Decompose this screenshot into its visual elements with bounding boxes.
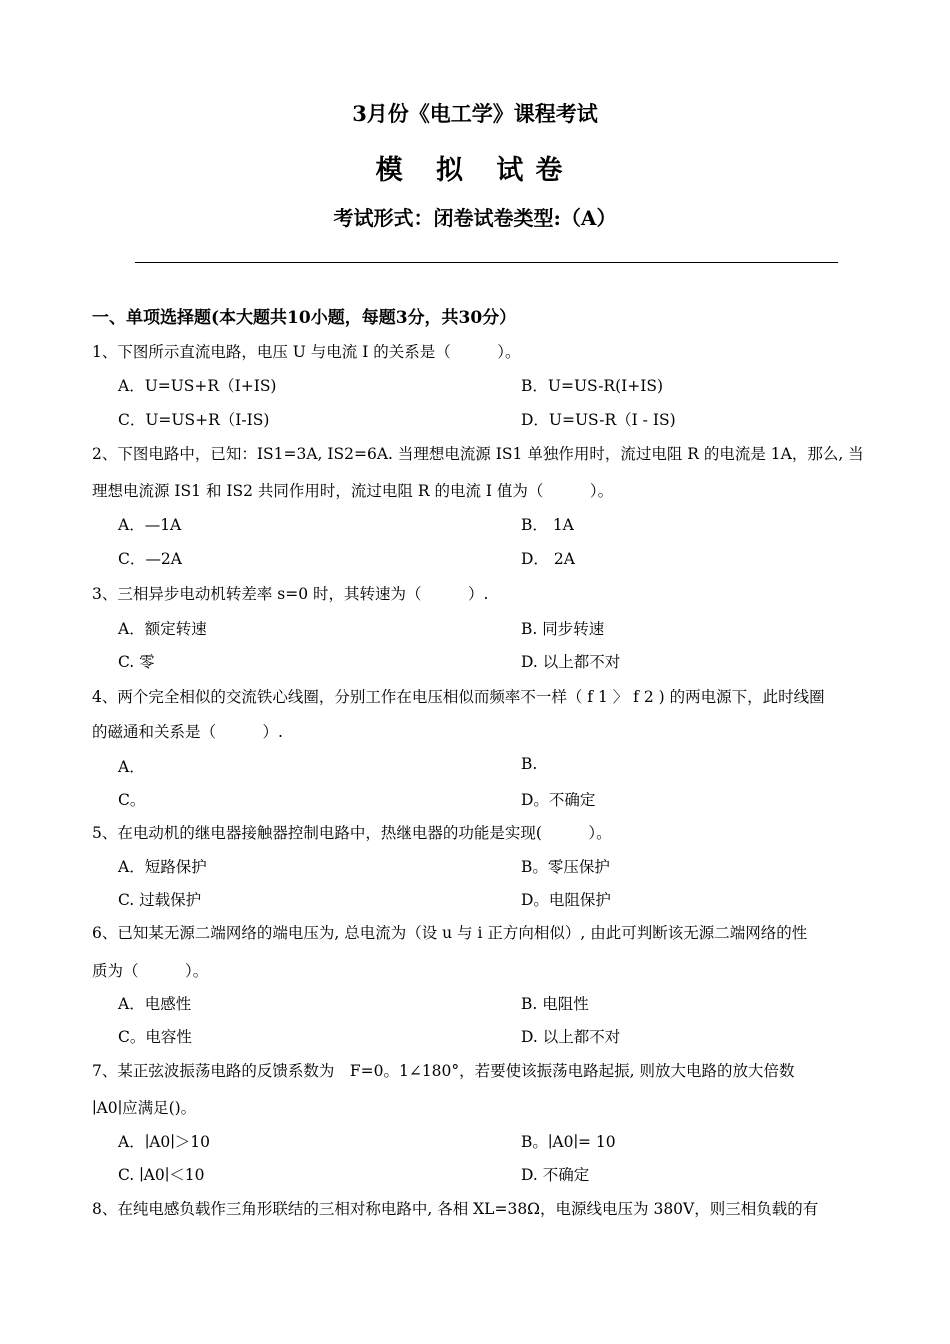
- question-6-option-a: A．电感性: [118, 995, 192, 1013]
- question-5-option-a: A．短路保护: [118, 858, 207, 876]
- question-2-option-a: A．—1A: [118, 516, 182, 534]
- question-3-option-c: C. 零: [118, 653, 155, 671]
- question-3-option-b: B. 同步转速: [521, 620, 605, 638]
- question-7-option-b: B。∣A0∣= 10: [521, 1133, 616, 1151]
- question-8-stem: 8、在纯电感负载作三角形联结的三相对称电路中, 各相 XL=38Ω，电源线电压为 380V，则三相负载的有: [92, 1200, 819, 1218]
- question-7-stem-line-2: ∣A0∣应满足()。: [92, 1099, 197, 1117]
- question-2-option-b: B． 1A: [521, 516, 574, 534]
- question-1-option-d: D．U=US-R（I - IS): [521, 411, 676, 429]
- question-4-option-d: D。不确定: [521, 791, 596, 809]
- question-4-stem-line-2: 的磁通和关系是（ ）.: [92, 723, 283, 741]
- question-2-stem-line-1: 2、下图电路中，已知：IS1=3A, IS2=6A. 当理想电流源 IS1 单独作用时，流过电阻 R 的电流是 1A，那么, 当: [92, 445, 864, 463]
- question-5-option-d: D。电阻保护: [521, 891, 611, 909]
- question-1-stem: 1、下图所示直流电路，电压 U 与电流 I 的关系是（ ）。: [92, 343, 521, 361]
- question-6-option-d: D. 以上都不对: [521, 1028, 621, 1046]
- question-2-stem-line-2: 理想电流源 IS1 和 IS2 共同作用时，流过电阻 R 的电流 I 值为（ ）。: [92, 482, 614, 500]
- question-4-option-c: C。: [118, 791, 146, 809]
- question-3-option-a: A．额定转速: [118, 620, 207, 638]
- question-7-stem-line-1: 7、某正弦波振荡电路的反馈系数为 F=0。1∠180°，若要使该振荡电路起振, 则放大电路的放大倍数: [92, 1062, 795, 1080]
- header-divider: [135, 262, 838, 263]
- question-3-option-d: D. 以上都不对: [521, 653, 621, 671]
- section-title: 一、单项选择题(本大题共10小题，每题3分，共30分）: [92, 308, 517, 328]
- question-1-option-c: C．U=US+R（I-IS): [118, 411, 270, 429]
- question-4-stem-line-1: 4、两个完全相似的交流铁心线圈，分别工作在电压相似而频率不一样（ f 1 〉 f 2 ) 的两电源下，此时线圈: [92, 688, 825, 706]
- question-6-stem-line-1: 6、已知某无源二端网络的端电压为, 总电流为（设 u 与 i 正方向相似）, 由此可判断该无源二端网络的性: [92, 924, 808, 942]
- question-7-option-c: C. ∣A0∣＜10: [118, 1166, 205, 1184]
- question-2-option-c: C．—2A: [118, 550, 182, 568]
- question-4-option-b: B.: [521, 755, 538, 773]
- question-1-option-a: A．U=US+R（I+IS): [118, 377, 277, 395]
- question-4-option-a: A．: [118, 758, 145, 776]
- question-3-stem: 3、三相异步电动机转差率 s=0 时，其转速为（ ）.: [92, 585, 489, 603]
- question-6-option-c: C。电容性: [118, 1028, 192, 1046]
- question-2-option-d: D． 2A: [521, 550, 575, 568]
- question-5-option-c: C. 过载保护: [118, 891, 202, 909]
- question-1-option-b: B．U=US-R(I+IS): [521, 377, 664, 395]
- question-7-option-a: A．∣A0∣＞10: [118, 1133, 210, 1151]
- question-6-stem-line-2: 质为（ ）。: [92, 962, 209, 980]
- question-6-option-b: B. 电阻性: [521, 995, 589, 1013]
- question-5-stem: 5、在电动机的继电器接触器控制电路中，热继电器的功能是实现( ）。: [92, 824, 612, 842]
- question-7-option-d: D. 不确定: [521, 1166, 590, 1184]
- question-5-option-b: B。零压保护: [521, 858, 610, 876]
- paper-title: 模 拟 试卷: [375, 155, 575, 186]
- exam-info: 考试形式：闭卷试卷类型:（A）: [333, 206, 617, 230]
- course-title: 3月份《电工学》课程考试: [352, 101, 598, 126]
